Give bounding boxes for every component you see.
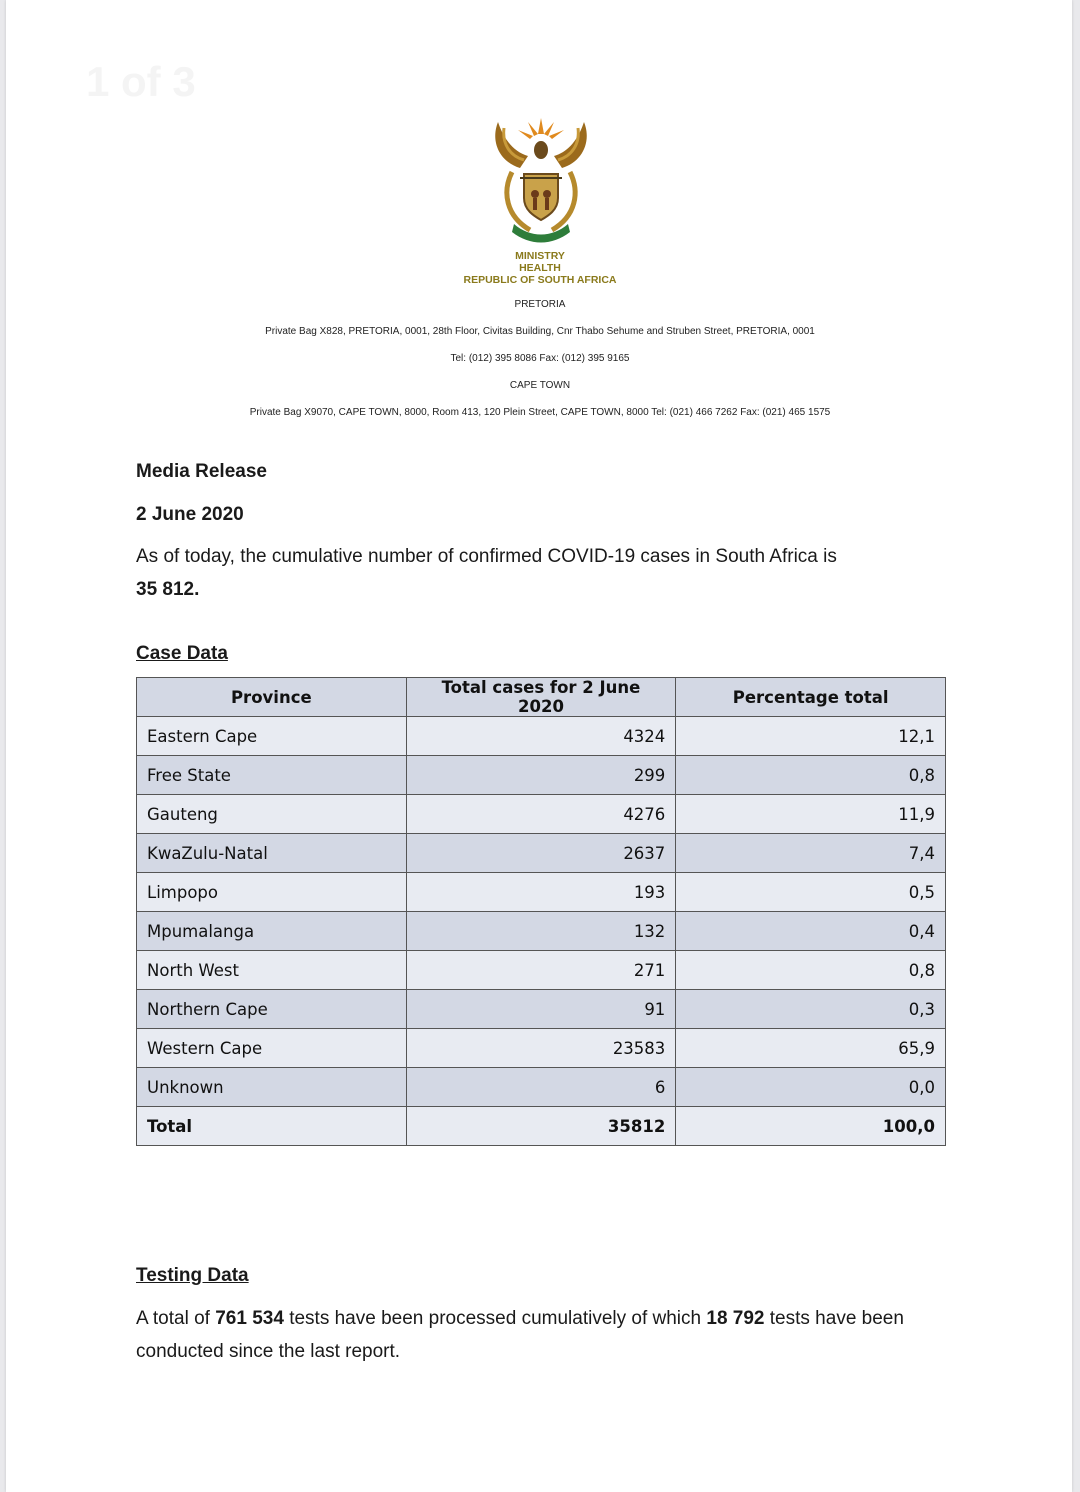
ministry-line-2: HEALTH — [519, 262, 561, 274]
province-cell: Unknown — [137, 1068, 407, 1107]
table-row — [137, 951, 946, 990]
cases-cell: 299 — [406, 756, 676, 795]
testing-paragraph-line-2: conducted since the last report. — [136, 1341, 401, 1362]
cases-cell: 2637 — [406, 834, 676, 873]
ministry-line-3: REPUBLIC OF SOUTH AFRICA — [463, 274, 617, 286]
header-province: Province — [137, 678, 407, 717]
province-cell: Eastern Cape — [137, 717, 407, 756]
table-row — [137, 873, 946, 912]
total-percent-cell: 100,0 — [676, 1107, 946, 1146]
province-cell: Free State — [137, 756, 407, 795]
tests-total-value: 761 534 — [215, 1308, 284, 1329]
testing-paragraph-line-1 — [136, 1308, 904, 1330]
city-cape-town: CAPE TOWN — [509, 380, 571, 391]
tests-new-value: 18 792 — [706, 1308, 765, 1329]
percent-cell: 0,8 — [676, 756, 946, 795]
release-intro: As of today, the cumulative number of confirmed COVID-19 cases in South Africa is — [136, 546, 837, 567]
table-row — [137, 990, 946, 1029]
table-row — [137, 1068, 946, 1107]
percent-cell: 0,8 — [676, 951, 946, 990]
total-cases-cell: 35812 — [406, 1107, 676, 1146]
release-total-cases: 35 812. — [136, 579, 200, 600]
cases-cell: 4276 — [406, 795, 676, 834]
testing-data-heading: Testing Data — [136, 1265, 249, 1286]
city-pretoria: PRETORIA — [514, 299, 566, 310]
cases-cell: 271 — [406, 951, 676, 990]
cases-cell: 91 — [406, 990, 676, 1029]
total-label-cell: Total — [137, 1107, 407, 1146]
province-cell: Mpumalanga — [137, 912, 407, 951]
province-cell: Northern Cape — [137, 990, 407, 1029]
percent-cell: 0,4 — [676, 912, 946, 951]
table-row — [137, 912, 946, 951]
header-percentage: Percentage total — [676, 678, 946, 717]
table-row — [137, 1029, 946, 1068]
percent-cell: 0,5 — [676, 873, 946, 912]
percent-cell: 65,9 — [676, 1029, 946, 1068]
cases-cell: 6 — [406, 1068, 676, 1107]
release-date: 2 June 2020 — [136, 504, 244, 525]
percent-cell: 12,1 — [676, 717, 946, 756]
header-total-cases: Total cases for 2 June 2020 — [406, 678, 676, 717]
table-header-row — [137, 678, 946, 717]
table-total-row — [137, 1107, 946, 1146]
percent-cell: 0,3 — [676, 990, 946, 1029]
cases-cell: 23583 — [406, 1029, 676, 1068]
province-cell: North West — [137, 951, 407, 990]
testing-text-b: tests have been processed cumulatively of which — [283, 1308, 707, 1329]
page-indicator: 1 of 3 — [86, 58, 196, 105]
percent-cell: 7,4 — [676, 834, 946, 873]
phone-pretoria: Tel: (012) 395 8086 Fax: (012) 395 9165 — [450, 353, 630, 364]
address-pretoria: Private Bag X828, PRETORIA, 0001, 28th Floor, Civitas Building, Cnr Thabo Sehume and Struben Street, PRETORIA, 0001 — [265, 326, 815, 337]
percent-cell: 11,9 — [676, 795, 946, 834]
province-cell: KwaZulu-Natal — [137, 834, 407, 873]
testing-text-c: tests have been — [764, 1308, 904, 1329]
case-data-table — [136, 677, 946, 1146]
case-data-heading: Case Data — [136, 643, 228, 664]
ministry-line-1: MINISTRY — [515, 250, 565, 262]
release-label: Media Release — [136, 461, 267, 482]
table-row — [137, 756, 946, 795]
province-cell: Limpopo — [137, 873, 407, 912]
cases-cell: 193 — [406, 873, 676, 912]
province-cell: Western Cape — [137, 1029, 407, 1068]
cases-cell: 132 — [406, 912, 676, 951]
table-row — [137, 795, 946, 834]
cases-cell: 4324 — [406, 717, 676, 756]
table-row — [137, 717, 946, 756]
coat-of-arms-icon — [490, 112, 592, 244]
testing-text-a: A total of — [136, 1308, 216, 1329]
percent-cell: 0,0 — [676, 1068, 946, 1107]
address-cape-town: Private Bag X9070, CAPE TOWN, 8000, Room 413, 120 Plein Street, CAPE TOWN, 8000 Tel: (021) 466 7262 Fax: (021) 465 1575 — [249, 407, 831, 418]
province-cell: Gauteng — [137, 795, 407, 834]
table-row — [137, 834, 946, 873]
